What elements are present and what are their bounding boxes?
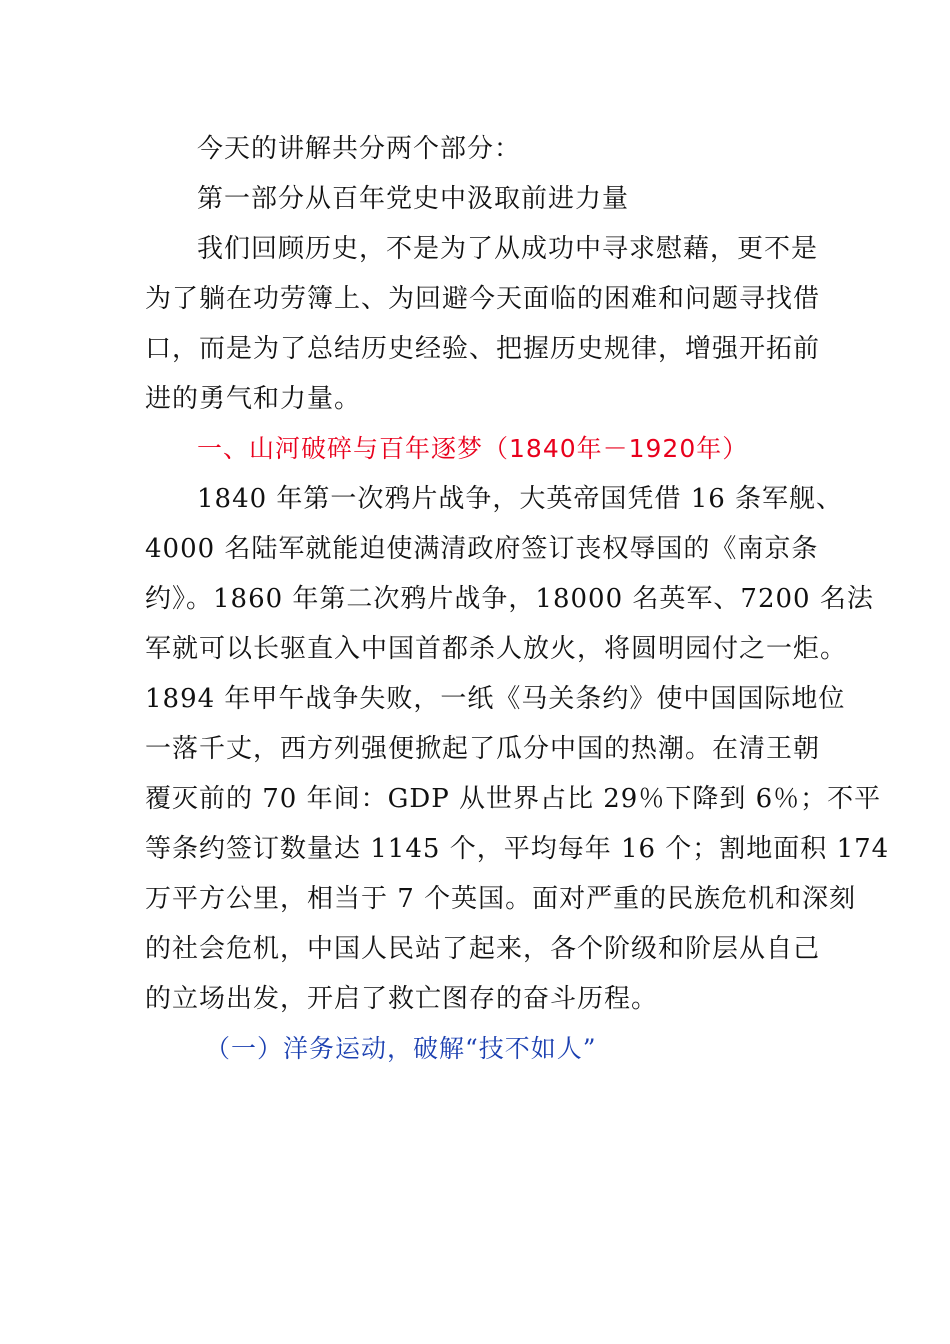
paragraph-line: 万平方公里，相当于 7 个英国。面对严重的民族危机和深刻 [145,884,857,914]
document-body [145,124,890,1074]
paragraph-line: 等条约签订数量达 1145 个，平均每年 16 个；割地面积 174 [145,834,890,864]
paragraph-line: 我们回顾历史，不是为了从成功中寻求慰藉，更不是 [197,234,819,264]
paragraph-line: 约》。1860 年第二次鸦片战争，18000 名英军、7200 名法 [145,584,874,614]
paragraph-line: 口，而是为了总结历史经验、把握历史规律，增强开拓前 [145,334,821,364]
paragraph-line: 1840 年第一次鸦片战争，大英帝国凭借 16 条军舰、 [197,484,844,514]
paragraph-line: 军就可以长驱直入中国首都杀人放火，将圆明园付之一炬。 [145,634,848,664]
part-one-title: 第一部分从百年党史中汲取前进力量 [197,184,630,214]
paragraph-line: 覆灭前的 70 年间：GDP 从世界占比 29％下降到 6％；不平 [145,784,882,814]
paragraph-line: 的社会危机，中国人民站了起来，各个阶级和阶层从自己 [145,934,821,964]
intro-line: 今天的讲解共分两个部分： [197,134,522,164]
paragraph-line: 进的勇气和力量。 [145,384,362,414]
paragraph-line: 一落千丈，西方列强便掀起了瓜分中国的热潮。在清王朝 [145,734,821,764]
subsection-heading-blue: （一）洋务运动，破解“技不如人” [205,1034,597,1063]
section-heading-red: 一、山河破碎与百年逐梦（1840年－1920年） [197,434,749,463]
paragraph-line: 4000 名陆军就能迫使满清政府签订丧权辱国的《南京条 [145,534,819,564]
paragraph-line: 1894 年甲午战争失败，一纸《马关条约》使中国国际地位 [145,684,846,714]
paragraph-line: 的立场出发，开启了救亡图存的奋斗历程。 [145,984,659,1014]
paragraph-line: 为了躺在功劳簿上、为回避今天面临的困难和问题寻找借 [145,284,821,314]
